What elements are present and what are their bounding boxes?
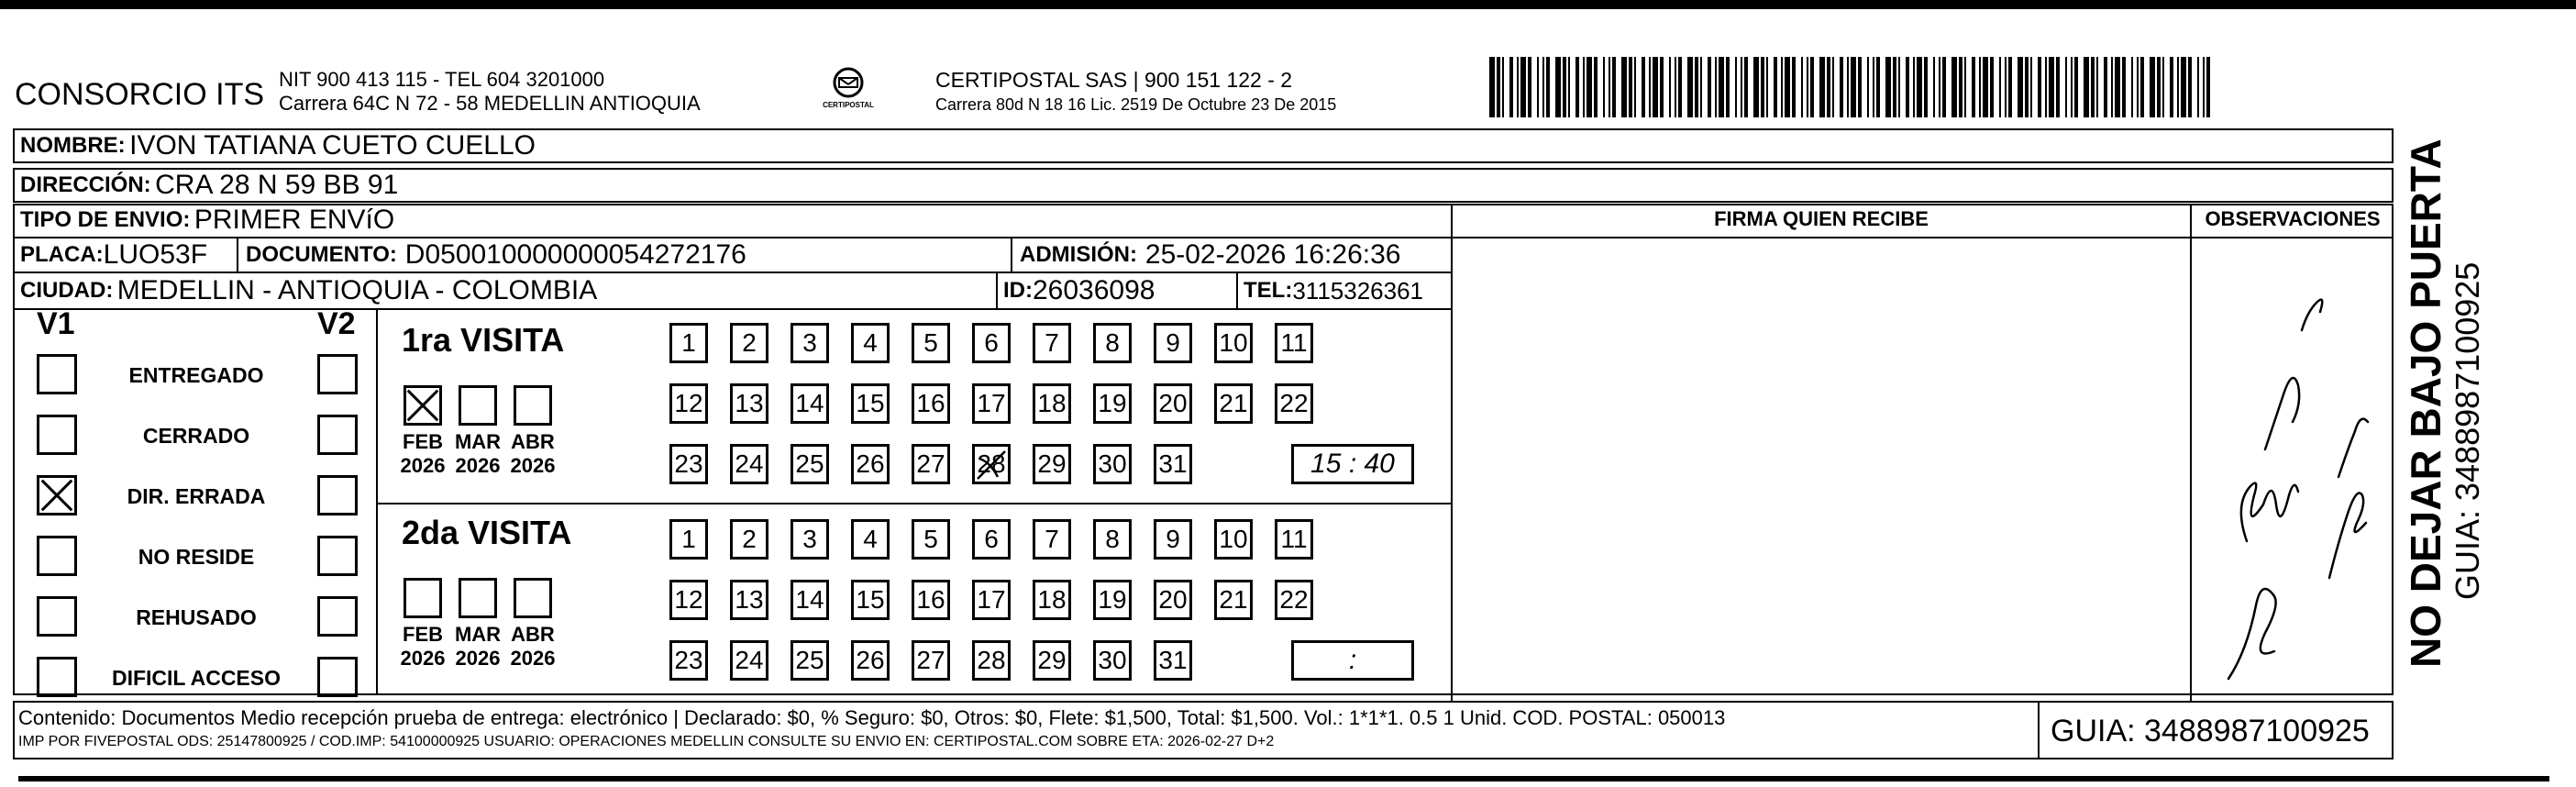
barcode-bar [1660,57,1664,117]
nombre-value: IVON TATIANA CUETO CUELLO [129,130,536,161]
first-day-box[interactable]: 31 [1154,444,1192,484]
second-day-box[interactable]: 23 [669,640,708,681]
second-day-box[interactable]: 1 [669,519,708,560]
first-day-box[interactable]: 1 [669,323,708,363]
first-month-name: FEB [403,430,443,453]
second-month-checkbox[interactable] [459,578,497,618]
footer-guia: GUIA: 3488987100925 [2051,714,2370,748]
barcode [1489,57,2214,117]
barcode-bar [2140,57,2144,117]
second-day-box[interactable]: 6 [972,519,1011,560]
admision-value: 25-02-2026 16:26:36 [1144,239,1401,270]
first-day-mark [974,446,1009,482]
placa-label: PLACA: [20,242,104,267]
first-day-box[interactable]: 23 [669,444,708,484]
first-day-box[interactable]: 26 [851,444,890,484]
second-day-box[interactable]: 27 [912,640,950,681]
barcode-bar [2038,57,2041,117]
second-month-checkbox[interactable] [404,578,442,618]
documento-field [240,238,746,272]
barcode-bar [1867,57,1869,117]
col-divider [237,238,238,272]
barcode-bar [2049,57,2054,117]
first-day-box[interactable]: 15 [851,383,890,424]
barcode-bar [1939,57,1940,117]
observaciones-header: OBSERVACIONES [2205,207,2381,230]
status-label: REHUSADO [136,605,257,629]
barcode-bar [1873,57,1874,117]
company-name: CONSORCIO ITS [15,77,265,112]
barcode-bar [2170,57,2173,117]
no-dejar-bajo-puerta [2401,139,2456,668]
second-day-box[interactable]: 5 [912,519,950,560]
first-day-box[interactable]: 29 [1033,444,1071,484]
barcode-bar [1587,57,1592,117]
direccion-label: DIRECCIÓN: [20,172,151,197]
barcode-bar [1959,57,1962,117]
barcode-bar [1583,57,1585,117]
barcode-bar [1675,57,1676,117]
barcode-bar [2008,57,2012,117]
first-day-box[interactable]: 18 [1033,383,1071,424]
barcode-bar [1642,57,1645,117]
barcode-bar [1847,57,1849,117]
id-value: 26036098 [1033,275,1155,305]
first-month-checkbox[interactable] [459,385,497,426]
barcode-bar [1715,57,1717,117]
second-month-year: 2026 [510,647,556,670]
barcode-bar [1621,57,1627,117]
side-guia [2449,169,2489,600]
status-label: DIFICIL ACCESO [111,666,281,690]
barcode-bar [2122,57,2126,117]
second-day-box[interactable]: 19 [1093,580,1132,620]
side-warning: NO DEJAR BAJO PUERTA [2402,139,2449,668]
col-divider [1236,273,1238,308]
barcode-bar [1917,57,1922,117]
second-month-name: ABR [511,623,555,646]
barcode-bar [2056,57,2060,117]
side-guia-text: GUIA: 3488987100925 [2449,261,2486,600]
ciudad-field [15,273,597,308]
barcode-bar [1542,57,1544,117]
first-time-box[interactable]: 15 : 40 [1291,444,1414,484]
barcode-bar [1753,57,1759,117]
barcode-bar [1851,57,1856,117]
first-day-box[interactable]: 17 [972,383,1011,424]
barcode-bar [2115,57,2120,117]
v1-checkbox[interactable] [37,475,77,515]
second-day-box[interactable]: 2 [730,519,768,560]
second-day-box[interactable]: 7 [1033,519,1071,560]
first-month-checkbox[interactable] [514,385,552,426]
v2-label: V2 [317,306,356,341]
v1-checkbox[interactable] [37,536,77,576]
barcode-bar [2074,57,2078,117]
second-time-box[interactable]: : [1291,640,1414,681]
company-address: Carrera 64C N 72 - 58 MEDELLIN ANTIOQUIA [279,92,701,115]
admision-label: ADMISIÓN: [1020,242,1137,267]
v1-checkbox[interactable] [37,354,77,394]
col-divider [996,273,998,308]
second-day-box[interactable]: 15 [851,580,890,620]
v1-checkbox[interactable] [37,415,77,455]
barcode-bar [1594,57,1598,117]
barcode-bar [1735,57,1737,117]
id-field [1000,273,1155,308]
barcode-bar [2150,57,2155,117]
second-day-box[interactable]: 3 [790,519,829,560]
barcode-bar [1634,57,1636,117]
barcode-bar [1528,57,1531,117]
barcode-bar [1700,57,1702,117]
second-month-year: 2026 [400,647,446,670]
first-visit-title: 1ra VISITA [402,321,565,359]
barcode-bar [2131,57,2133,117]
v2-checkbox[interactable] [317,657,358,697]
second-day-box[interactable]: 12 [669,580,708,620]
v2-checkbox[interactable] [317,475,358,515]
barcode-bar [1781,57,1783,117]
barcode-bar [2137,57,2139,117]
barcode-bar [1708,57,1711,117]
barcode-bar [1517,57,1519,117]
tel-label: TEL: [1244,278,1293,303]
first-day-box[interactable]: 5 [912,323,950,363]
tipo-label: TIPO DE ENVIO: [20,207,191,232]
v2-checkbox[interactable] [317,536,358,576]
barcode-bar [1669,57,1671,117]
second-day-box[interactable]: 17 [972,580,1011,620]
nombre-label: NOMBRE: [20,133,126,158]
second-day-box[interactable]: 31 [1154,640,1192,681]
first-day-box[interactable]: 27 [912,444,950,484]
barcode-bar [1924,57,1928,117]
barcode-bar [2197,57,2199,117]
first-month-year: 2026 [400,454,446,477]
barcode-bar [1898,57,1900,117]
second-day-box[interactable]: 13 [730,580,768,620]
ciudad-value: MEDELLIN - ANTIOQUIA - COLOMBIA [116,275,598,305]
barcode-bar [1951,57,1957,117]
barcode-bar [1509,57,1513,117]
barcode-bar [1972,57,1975,117]
first-day-box[interactable]: 13 [730,383,768,424]
first-day-box[interactable]: 10 [1214,323,1253,363]
first-day-box[interactable]: 3 [790,323,829,363]
second-visit-title: 2da VISITA [402,514,572,551]
barcode-bar [1979,57,1981,117]
second-day-box[interactable]: 11 [1275,519,1313,560]
footer-imp: IMP POR FIVEPOSTAL ODS: 25147800925 / COD.IMP: 54100000925 USUARIO: OPERACIONES MEDELLIN CONSULTE SU ENVIO EN: CERTIPOSTAL.COM SOBRE ETA: 2026-02-27 D+2 [18,734,1275,749]
first-day-box[interactable]: 6 [972,323,1011,363]
barcode-bar [2203,57,2205,117]
bottom-border [18,776,2549,781]
barcode-bar [2111,57,2113,117]
barcode-bar [2065,57,2067,117]
second-day-box[interactable]: 24 [730,640,768,681]
first-month-name: ABR [511,430,555,453]
barcode-bar [2181,57,2186,117]
second-day-box[interactable]: 30 [1093,640,1132,681]
barcode-bar [1942,57,1946,117]
first-month-year: 2026 [455,454,501,477]
barcode-bar [1687,57,1693,117]
barcode-bar [2025,57,2029,117]
footer-contenido: Contenido: Documentos Medio recepción prueba de entrega: electrónico | Declarado: $0, % Seguro: $0, Otros: $0, Flete: $1,500, Total: $1,500. Vol.: 1*1*1. 0.5 1 Unid. COD. POSTAL: 050013 [18,706,1726,729]
first-day-box[interactable]: 7 [1033,323,1071,363]
first-day-box[interactable]: 9 [1154,323,1192,363]
barcode-bar [2005,57,2007,117]
second-day-box[interactable]: 29 [1033,640,1071,681]
barcode-bar [1999,57,2001,117]
tel-value: 3115326361 [1292,276,1423,305]
barcode-bar [1609,57,1610,117]
second-day-box[interactable]: 18 [1033,580,1071,620]
barcode-bar [2188,57,2192,117]
v2-checkbox[interactable] [317,596,358,637]
col-divider [1451,204,1453,701]
barcode-bar [1832,57,1834,117]
barcode-bar [2177,57,2179,117]
barcode-bar [1819,57,1825,117]
barcode-bar [1563,57,1566,117]
barcode-bar [1885,57,1891,117]
first-day-box[interactable]: 19 [1093,383,1132,424]
barcode-bar [1546,57,1550,117]
barcode-bar [2045,57,2047,117]
first-day-box[interactable]: 12 [669,383,708,424]
barcode-bar [2104,57,2107,117]
second-day-box[interactable]: 14 [790,580,829,620]
barcode-bar [1801,57,1803,117]
barcode-bar [1537,57,1539,117]
first-day-box[interactable]: 20 [1154,383,1192,424]
row-divider [376,503,1453,504]
v1-checkbox[interactable] [37,596,77,637]
status-label: CERRADO [142,424,250,448]
barcode-bar [1964,57,1966,117]
documento-label: DOCUMENTO: [246,242,397,267]
barcode-bar [1653,57,1658,117]
direccion-row [13,168,2394,203]
first-day-box[interactable]: 30 [1093,444,1132,484]
first-day-box[interactable]: 11 [1275,323,1313,363]
barcode-bar [1933,57,1935,117]
barcode-bar [1766,57,1768,117]
first-day-box[interactable]: 14 [790,383,829,424]
barcode-bar [1840,57,1843,117]
barcode-bar [1792,57,1796,117]
barcode-bar [1555,57,1561,117]
barcode-bar [1678,57,1682,117]
barcode-bar [1913,57,1915,117]
company-nit: NIT 900 413 115 - TEL 604 3201000 [279,68,605,91]
first-day-box[interactable]: 8 [1093,323,1132,363]
second-day-box[interactable]: 10 [1214,519,1253,560]
barcode-bar [1520,57,1526,117]
col-divider [1011,238,1012,272]
barcode-bar [2084,57,2089,117]
barcode-bar [2162,57,2164,117]
direccion-value: CRA 28 N 59 BB 91 [155,170,399,200]
barcode-bar [1629,57,1632,117]
barcode-bar [1810,57,1814,117]
placa-field [15,238,207,272]
first-month-checkbox[interactable] [404,385,442,426]
carrier-license: Carrera 80d N 18 16 Lic. 2519 De Octubre 23 De 2015 [935,95,1337,114]
logo-text: CERTIPOSTAL [823,101,874,109]
documento-value: D050010000000054272176 [404,239,746,270]
barcode-bar [1502,57,1504,117]
barcode-bar [1827,57,1830,117]
handwritten-note [2192,238,2394,693]
barcode-bar [1497,57,1500,117]
barcode-bar [2018,57,2023,117]
barcode-bar [1785,57,1790,117]
barcode-bar [2030,57,2032,117]
second-day-box[interactable]: 21 [1214,580,1253,620]
second-day-box[interactable]: 25 [790,640,829,681]
barcode-bar [1695,57,1698,117]
barcode-bar [1568,57,1570,117]
top-border [0,0,2576,9]
id-label: ID: [1003,278,1033,303]
tel-field [1240,273,1423,308]
second-day-box[interactable]: 8 [1093,519,1132,560]
first-day-box[interactable]: 21 [1214,383,1253,424]
first-month-name: MAR [454,430,502,453]
barcode-bar [2096,57,2098,117]
status-label: ENTREGADO [128,363,264,387]
barcode-bar [1649,57,1651,117]
first-month-year: 2026 [510,454,556,477]
barcode-bar [1893,57,1896,117]
second-day-box[interactable]: 16 [912,580,950,620]
second-day-box[interactable]: 22 [1275,580,1313,620]
first-day-box[interactable]: 16 [912,383,950,424]
barcode-bar [1603,57,1605,117]
barcode-bar [1906,57,1909,117]
second-day-box[interactable]: 9 [1154,519,1192,560]
barcode-bar [1858,57,1862,117]
first-day-box[interactable]: 22 [1275,383,1313,424]
barcode-bar [1575,57,1579,117]
first-day-box[interactable]: 28 [972,444,1011,484]
barcode-bar [2157,57,2161,117]
barcode-bar [1719,57,1724,117]
first-day-box[interactable]: 4 [851,323,890,363]
nombre-row [13,128,2394,163]
barcode-bar [2206,57,2210,117]
first-day-box[interactable]: 24 [730,444,768,484]
barcode-bar [1807,57,1808,117]
first-day-box[interactable]: 2 [730,323,768,363]
second-month-name: MAR [454,623,502,646]
tipo-value: PRIMER ENVíO [193,205,395,235]
barcode-bar [1744,57,1748,117]
status-label: DIR. ERRADA [127,484,266,508]
barcode-bar [1983,57,1988,117]
second-month-checkbox[interactable] [514,578,552,618]
admision-field [1014,238,1400,272]
tipo-field [15,204,394,237]
second-day-box[interactable]: 28 [972,640,1011,681]
barcode-bar [2091,57,2095,117]
second-day-box[interactable]: 26 [851,640,890,681]
v1-label: V1 [37,306,75,341]
barcode-bar [2071,57,2073,117]
ciudad-label: CIUDAD: [20,278,114,303]
barcode-bar [1612,57,1616,117]
col-divider [2038,703,2040,758]
second-day-box[interactable]: 20 [1154,580,1192,620]
barcode-bar [1990,57,1994,117]
barcode-bar [1876,57,1880,117]
placa-value: LUO53F [103,239,208,270]
certipostal-logo [816,66,880,112]
barcode-bar [1489,57,1495,117]
carrier-info: CERTIPOSTAL SAS | 900 151 122 - 2 [935,68,1293,92]
second-month-year: 2026 [455,647,501,670]
barcode-bar [1741,57,1742,117]
firma-header: FIRMA QUIEN RECIBE [1714,207,1929,230]
second-day-box[interactable]: 4 [851,519,890,560]
status-label: NO RESIDE [138,545,255,569]
first-day-box[interactable]: 25 [790,444,829,484]
barcode-bar [1774,57,1777,117]
v2-checkbox[interactable] [317,415,358,455]
v2-checkbox[interactable] [317,354,358,394]
second-month-name: FEB [403,623,443,646]
v1-checkbox[interactable] [37,657,77,697]
barcode-bar [1761,57,1764,117]
row-divider [13,308,1453,310]
barcode-bar [1726,57,1730,117]
